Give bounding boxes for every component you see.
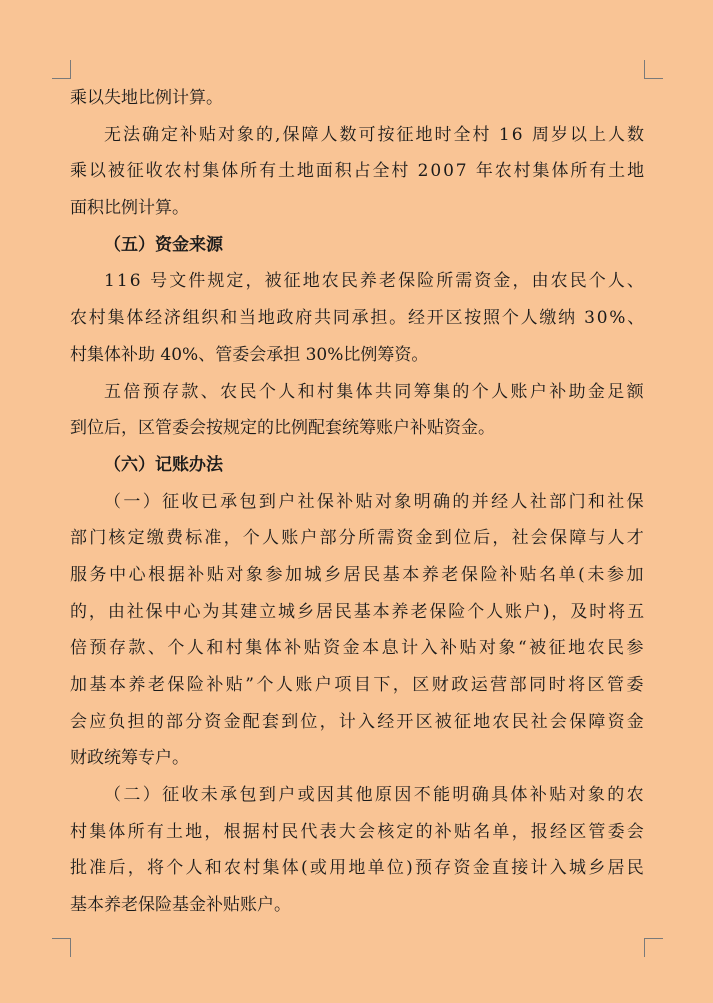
text-line: 基本养老保险基金补贴账户。 — [70, 895, 291, 916]
text-line: 116 号文件规定，被征地农民养老保险所需资金，由农民个人、 — [104, 271, 646, 292]
margin-corner-mark-bottom-right — [644, 938, 663, 957]
text-line: 面积比例计算。 — [70, 198, 189, 219]
text-line: 村集体所有土地，根据村民代表大会核定的补贴名单，报经区管委会 — [70, 821, 646, 842]
text-line: 乘以被征收农村集体所有土地面积占全村 2007 年农村集体所有土地 — [70, 161, 646, 182]
text-line: 无法确定补贴对象的,保障人数可按征地时全村 16 周岁以上人数 — [104, 124, 646, 145]
text-line: 财政统筹专户。 — [70, 748, 189, 769]
text-line: 农村集体经济组织和当地政府共同承担。经开区按照个人缴纳 30%、 — [70, 308, 646, 329]
margin-corner-mark-bottom-left — [52, 938, 71, 957]
text-line: 的，由社保中心为其建立城乡居民基本养老保险个人账户)，及时将五 — [70, 601, 646, 622]
text-line: 五倍预存款、农民个人和村集体共同筹集的个人账户补助金足额 — [104, 381, 646, 402]
text-line: 会应负担的部分资金配套到位，计入经开区被征地农民社会保障资金 — [70, 711, 646, 732]
text-line: 服务中心根据补贴对象参加城乡居民基本养老保险补贴名单(未参加 — [70, 564, 646, 585]
text-line: 到位后，区管委会按规定的比例配套统筹账户补贴资金。 — [70, 418, 495, 439]
text-line: 加基本养老保险补贴”个人账户项目下，区财政运营部同时将区管委 — [70, 675, 646, 695]
text-line: （二）征收未承包到户或因其他原因不能明确具体补贴对象的农 — [104, 785, 646, 806]
text-line: 批准后，将个人和农村集体(或用地单位)预存资金直接计入城乡居民 — [70, 858, 646, 879]
margin-corner-mark-top-left — [52, 60, 71, 79]
section-heading: （六）记账办法 — [104, 454, 223, 475]
text-line: 乘以失地比例计算。 — [70, 88, 223, 108]
text-line: 村集体补助 40%、管委会承担 30%比例筹资。 — [70, 344, 429, 365]
margin-corner-mark-top-right — [644, 60, 663, 79]
document-body — [70, 80, 646, 924]
text-line: 倍预存款、个人和村集体补贴资金本息计入补贴对象“被征地农民参 — [70, 638, 646, 659]
text-line: （一）征收已承包到户社保补贴对象明确的并经人社部门和社保 — [104, 491, 646, 512]
section-heading: （五）资金来源 — [104, 234, 223, 255]
text-line: 部门核定缴费标准，个人账户部分所需资金到位后，社会保障与人才 — [70, 528, 646, 549]
